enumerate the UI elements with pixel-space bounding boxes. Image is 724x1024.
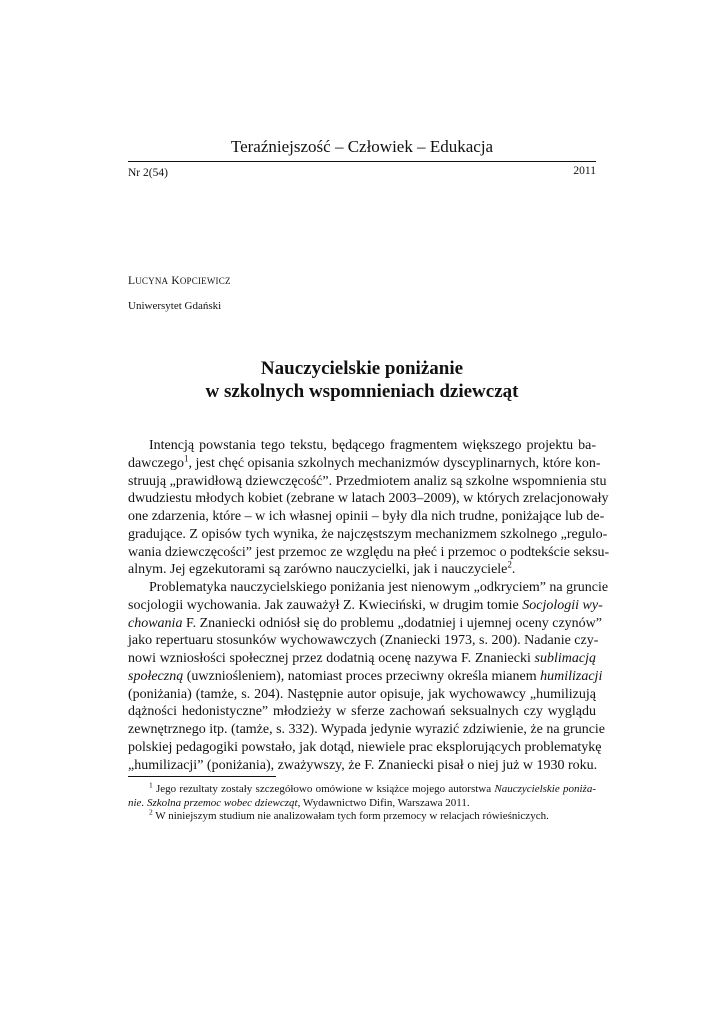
author-last-initial: K bbox=[171, 275, 180, 287]
author-first-rest: UCYNA bbox=[135, 276, 169, 286]
footnote-rule bbox=[128, 776, 276, 777]
body-line: struują „prawidłową dziewczęcość”. Przedmiotem analiz są szkolne wspomnienia stu bbox=[128, 473, 607, 489]
title-line-2: w szkolnych wspomnieniach dziewcząt bbox=[205, 381, 519, 402]
body-line: polskiej pedagogiki powstało, jak dotąd, niewiele prac eksplorujących problematykę bbox=[128, 739, 602, 755]
body-line: dwudziestu młodych kobiet (zebrane w latach 2003–2009), w których zrelacjonowały bbox=[128, 491, 609, 507]
author-first-initial: L bbox=[128, 275, 136, 287]
footnote-1-cont: nie. Szkolna przemoc wobec dziewcząt, Wydawnictwo Difin, Warszawa 2011. bbox=[128, 796, 470, 809]
body-line: dawczego$^1$, jest chęć opisania szkolnych mechanizmów dyscyplinarnych, które kon- bbox=[128, 453, 601, 471]
body-line: gradujące. Z opisów tych wynika, że najczęstszym mechanizmem szkolnego „regulo- bbox=[128, 526, 608, 542]
body-line: dążności hedonistyczne” młodzieży w sferze zachowań seksualnych czy wyglądu bbox=[128, 704, 596, 720]
body-line: społeczną (uwzniośleniem), natomiast proces przeciwny określa mianem humilizacji bbox=[128, 668, 603, 684]
paragraph-1 bbox=[128, 437, 610, 579]
footnotes bbox=[128, 780, 596, 824]
author-name bbox=[128, 275, 231, 287]
body-line: Intencją powstania tego tekstu, będącego fragmentem większego projektu ba- bbox=[149, 438, 596, 453]
author-affiliation: Uniwersytet Gdański bbox=[128, 300, 222, 312]
article-body bbox=[128, 437, 610, 774]
issue-year: 2011 bbox=[573, 165, 596, 177]
footnote-ref-1[interactable]: 1 bbox=[183, 453, 189, 464]
paragraph-2 bbox=[128, 579, 609, 774]
body-line: zewnętrznego itp. (tamże, s. 332). Wypada jedynie wyrazić zdziwienie, że na gruncie bbox=[128, 722, 606, 737]
footnote-2: $^2$ W niniejszym studium nie analizowałam tych form przemocy w relacjach rówieśniczych. bbox=[149, 807, 549, 822]
article-title bbox=[0, 357, 724, 403]
footnote-ref-2[interactable]: 2 bbox=[507, 559, 512, 570]
author-last-rest: OPCIEWICZ bbox=[179, 276, 231, 286]
body-line: chowania F. Znaniecki odniósł się do problemu „dodatniej i ujemnej oceny czynów” bbox=[128, 615, 603, 631]
body-line: alnym. Jej egzekutorami są zarówno nauczycielki, jak i nauczyciele$^2$. bbox=[128, 559, 516, 578]
footnote-mark-2: 2 bbox=[149, 807, 153, 817]
body-line: Problematyka nauczycielskiego poniżania jest nienowym „odkryciem” na gruncie bbox=[149, 580, 609, 595]
body-line: nowi wzniosłości społecznej przez dodatnią ocenę nazywa F. Znaniecki sublimacją bbox=[128, 651, 596, 666]
body-line: (poniżania) (tamże, s. 204). Następnie autor opisuje, jak wychowawcy „humilizują bbox=[128, 686, 596, 702]
header-rule bbox=[128, 161, 596, 162]
footnote-1: $^1$ Jego rezultaty zostały szczegółowo omówione w książce mojego autorstwa Nauczycielskie poniża- bbox=[149, 780, 596, 795]
body-line: one zdarzenia, które – w ich własnej opinii – były dla nich trudne, poniżające lub de- bbox=[128, 509, 605, 524]
footnote-mark-1: 1 bbox=[149, 780, 153, 790]
body-line: „humilizacji” (poniżania), zważywszy, że F. Znaniecki pisał o niej już w 1930 roku. bbox=[128, 757, 598, 773]
title-line-1: Nauczycielskie poniżanie bbox=[260, 358, 464, 379]
issue-number: Nr 2(54) bbox=[128, 167, 168, 179]
journal-title: Teraźniejszość – Człowiek – Edukacja bbox=[230, 137, 494, 156]
body-line: wania dziewczęcości” jest przemoc ze względu na płeć i przemoc o podtekście seksu- bbox=[128, 544, 610, 560]
body-line: jako repertuaru stosunków wychowawczych (Znaniecki 1973, s. 200). Nadanie czy- bbox=[128, 633, 599, 649]
body-line: socjologii wychowania. Jak zauważył Z. Kwieciński, w drugim tomie Socjologii wy- bbox=[128, 597, 603, 613]
